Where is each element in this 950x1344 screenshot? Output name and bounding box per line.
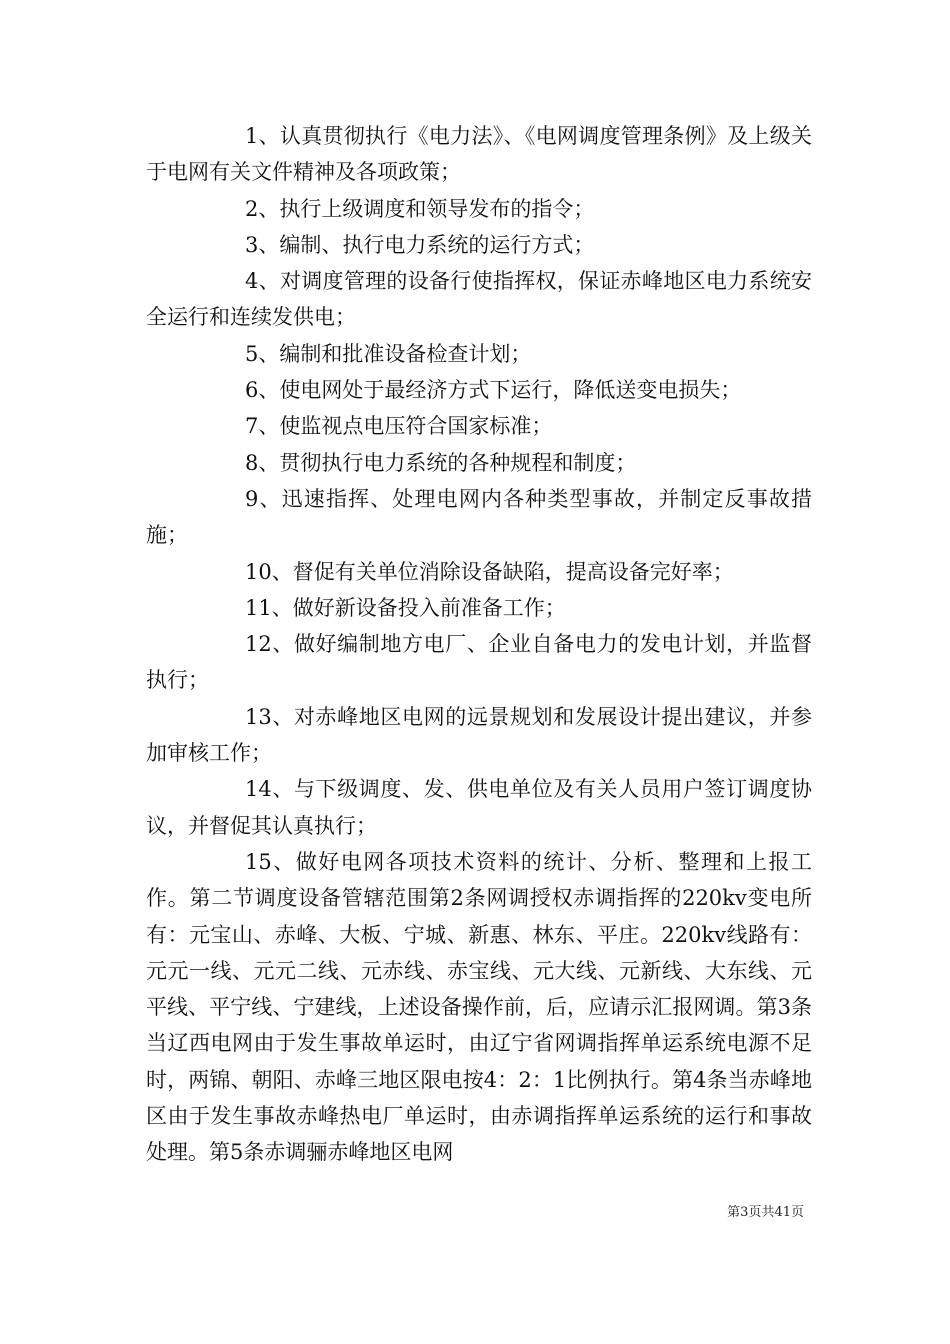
paragraph-6: 6、使电网处于最经济方式下运行，降低送变电损失； — [245, 378, 742, 403]
paragraph-15: 15、做好电网各项技术资料的统计、分析、整理和上报工作。第二节调度设备管辖范围第2条网调授权赤调指挥的220kv变电所有：元宝山、赤峰、大板、宁城、新惠、林东、平庄。220kv线路有：元元一线、元元二线、元赤线、赤宝线、元大线、元新线、大东线、元平线、平宁线、宁建线，上述设备操作前，后，应请示汇报网调。第3条当辽西电网由于发生事故单运时，由辽宁省网调指挥单运系统电源不足时，两锦、朝阳、赤峰三地区限电按4：2：1比例执行。第4条当赤峰地区由于发生事故赤峰热电厂单运时，由赤调指挥单运系统的运行和事故处理。第5条赤调骊赤峰地区电网 — [146, 849, 812, 1165]
paragraph-1: 1、认真贯彻执行《电力法》、《电网调度管理条例》及上级关于电网有关文件精神及各项政策； — [146, 124, 812, 185]
paragraph-8: 8、贯彻执行电力系统的各种规程和制度； — [245, 450, 637, 475]
page-number-footer: 第3页共41页 — [727, 1205, 804, 1220]
paragraph-10: 10、督促有关单位消除设备缺陷，提高设备完好率； — [245, 559, 734, 584]
paragraph-2: 2、执行上级调度和领导发布的指令； — [245, 196, 595, 221]
document-body — [146, 118, 812, 1171]
paragraph-9: 9、迅速指挥、处理电网内各种类型事故，并制定反事故措施； — [146, 486, 812, 548]
paragraph-13: 13、对赤峰地区电网的远景规划和发展设计提出建议，并参加审核工作； — [146, 704, 812, 766]
paragraph-3: 3、编制、执行电力系统的运行方式； — [245, 232, 595, 257]
paragraph-7: 7、使监视点电压符合国家标准； — [245, 414, 553, 439]
paragraph-5: 5、编制和批准设备检查计划； — [245, 341, 532, 366]
paragraph-4: 4、对调度管理的设备行使指挥权，保证赤峰地区电力系统安全运行和连续发供电； — [146, 269, 812, 330]
paragraph-11: 11、做好新设备投入前准备工作； — [245, 595, 566, 620]
paragraph-12: 12、做好编制地方电厂、企业自备电力的发电计划，并监督执行； — [146, 632, 812, 693]
paragraph-14: 14、与下级调度、发、供电单位及有关人员用户签订调度协议，并督促其认真执行； — [146, 777, 812, 838]
